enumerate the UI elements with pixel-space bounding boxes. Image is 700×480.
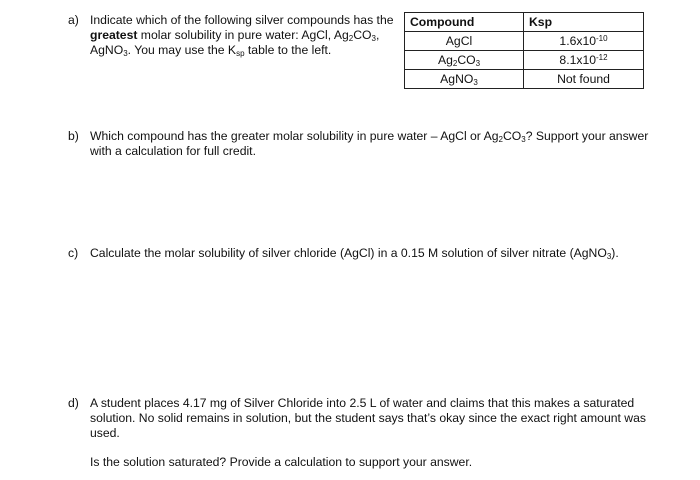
compound-cell: AgNO$_3$: [405, 70, 524, 89]
question-a-text: Indicate which of the following silver compounds has the greatest molar solubility in pure water: AgCl, $Ag_2CO_3$, AgNO$_3$. You may use the $K_{sp}$ table to the left.: [90, 13, 394, 58]
question-d-paragraph-1: A student places 4.17 mg of Silver Chloride into 2.5 L of water and claims that this makes a saturated solution. No solid remains in solution, but the student says that’s okay since the exact right amount was used.: [90, 396, 646, 440]
question-d-text: [90, 396, 650, 470]
compound-cell: $Ag_2CO_3$: [405, 51, 524, 70]
ksp-table-header-row: [405, 13, 644, 32]
header-compound: Compound: [405, 13, 524, 32]
question-d-letter: d): [68, 396, 79, 410]
question-b-text: Which compound has the greater molar solubility in pure water – AgCl or $Ag_2CO_3$? Support your answer with a calculation for full credit.: [90, 129, 649, 158]
question-c-letter: c): [68, 246, 79, 260]
ksp-cell: $8.1x10^{-12}$: [524, 51, 644, 70]
compound-cell: AgCl: [405, 32, 524, 51]
question-b-letter: b): [68, 129, 79, 143]
table-row: [405, 32, 644, 51]
ksp-cell: $1.6x10^{-10}$: [524, 32, 644, 51]
ksp-cell: Not found: [524, 70, 644, 89]
question-c-text: Calculate the molar solubility of silver chloride (AgCl) in a 0.15 M solution of silver nitrate (AgNO$_3$).: [90, 246, 619, 261]
question-d-paragraph-2: Is the solution saturated? Provide a calculation to support your answer.: [90, 455, 473, 469]
ksp-table: [404, 12, 644, 89]
emphasis-greatest: greatest: [90, 28, 138, 42]
header-ksp: Ksp: [524, 13, 644, 32]
question-a-letter: a): [68, 13, 79, 27]
table-row: [405, 70, 644, 89]
table-row: [405, 51, 644, 70]
